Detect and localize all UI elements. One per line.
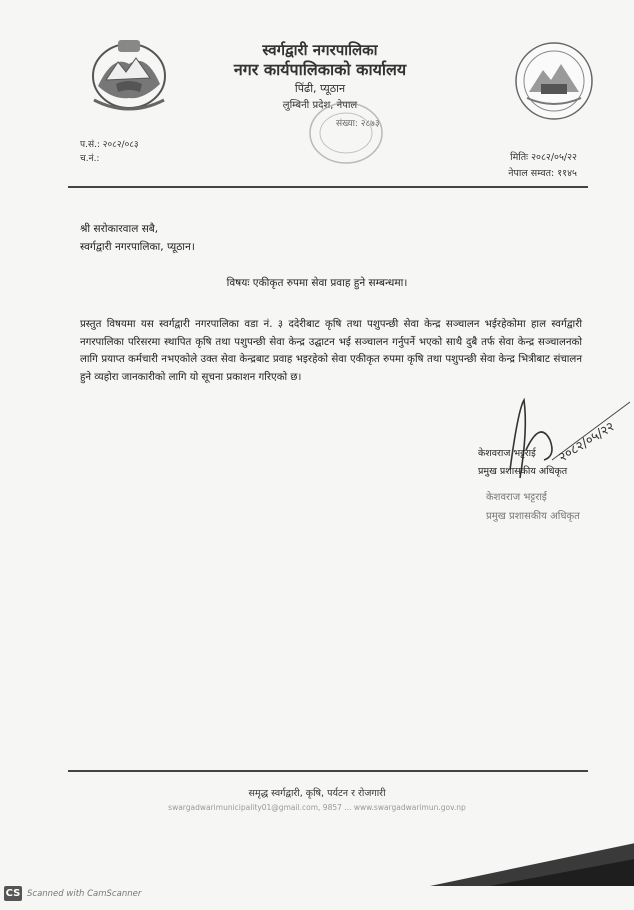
letter-number: प.सं.: २०८२/०८३	[80, 140, 139, 150]
camscanner-logo: CS	[5, 888, 21, 899]
signatory-name: केशवराज भट्टराई	[478, 448, 536, 459]
signatory-stamp-title: प्रमुख प्रशासकीय अधिकृत	[486, 511, 580, 522]
nepal-emblem-icon	[88, 34, 170, 112]
registration-stamp-number: संख्या: २८७३	[336, 119, 380, 129]
recipient-line-1: श्री सरोकारवाल सबै,	[80, 223, 159, 235]
footer-contact: swargadwarimunicipality01@gmail.com, 9857 ... www.swargadwarimun.gov.np	[168, 803, 466, 812]
page-edge-shadow	[430, 828, 634, 886]
footer-slogan: समृद्ध स्वर्गद्वारी, कृषि, पर्यटन र रोजगारी	[248, 788, 386, 799]
signatory-title: प्रमुख प्रशासकीय अधिकृत	[478, 466, 568, 477]
office-name: नगर कार्यपालिकाको कार्यालय	[233, 60, 407, 79]
office-location: पिंढी, प्यूठान	[294, 82, 346, 95]
municipality-logo-icon	[513, 40, 595, 122]
header-divider	[68, 186, 588, 188]
nepal-sambat-date: नेपाल सम्वत: ११४५	[508, 168, 577, 179]
signatory-stamp-name: केशवराज भट्टराई	[486, 492, 547, 503]
registration-stamp-icon	[300, 96, 392, 170]
recipient-line-2: स्वर्गद्वारी नगरपालिका, प्यूठान।	[80, 241, 195, 253]
office-province: लुम्बिनी प्रदेश, नेपाल	[282, 100, 358, 111]
scanner-watermark: Scanned with CamScanner	[27, 889, 142, 899]
subject-line: विषयः एकीकृत रुपमा सेवा प्रवाह हुने सम्बन्धमा।	[226, 277, 408, 289]
letter-date: मितिः २०८२/०५/२२	[510, 152, 577, 163]
municipality-name: स्वर्गद्वारी नगरपालिका	[262, 41, 378, 59]
letter-body: प्रस्तुत विषयमा यस स्वर्गद्वारी नगरपालिका वडा नं. ३ ददेरीबाट कृषि तथा पशुपन्छी सेवा केन्द्र सञ्चालन भईरहेकोमा हाल स्वर्गद्वारी नगरपालिका परिसरमा स्थापित कृषि तथा पशुपन्छी सेवा केन्द्र उद्घाटन भई सञ्चालन गर्नुपर्ने भएको साथै दुबै तर्फ सेवा केन्द्र सञ्चालनको लागि प्रयाप्त कर्मचारी नभएकोले उक्त सेवा केन्द्रबाट प्रवाह भइरहेको सेवा एकीकृत रुपमा कृषि तथा पशुपन्छी सेवा केन्द्र भित्रीबाट संचालन हुने व्यहोरा जानकारीको लागि यो सूचना प्रकाशन गरिएको छ।	[80, 319, 582, 383]
handwritten-date: २०८२/०५/२२	[556, 419, 618, 466]
footer-divider	[68, 770, 588, 772]
dispatch-number: च.नं.:	[80, 154, 100, 164]
